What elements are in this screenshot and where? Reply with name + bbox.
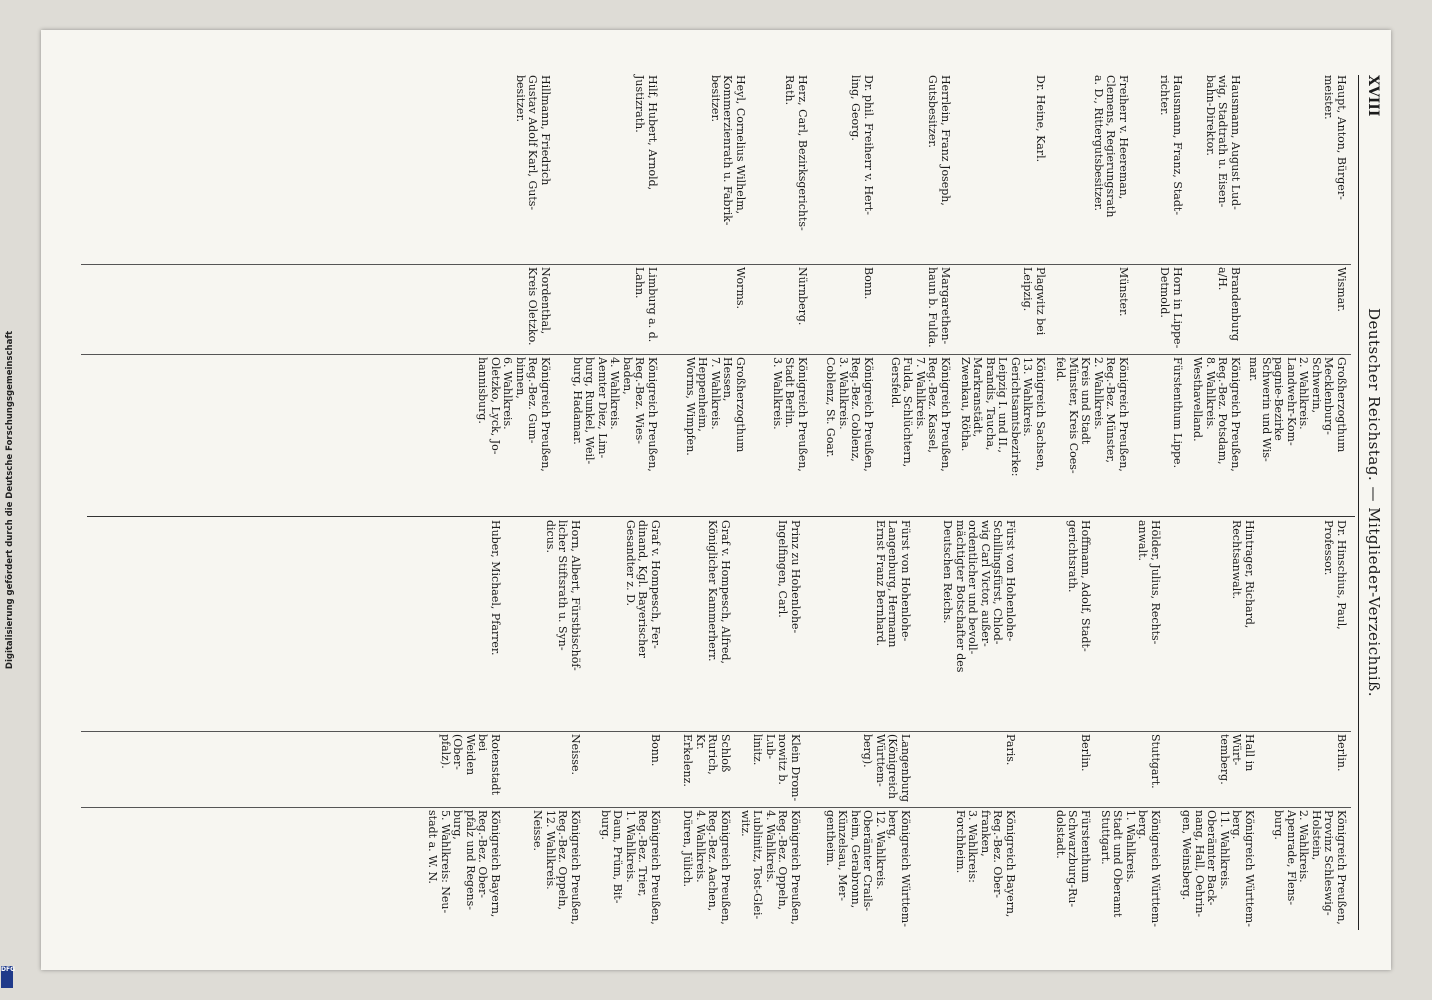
member-residence: Plagwitz bei Leipzig. (1021, 267, 1047, 336)
member-residence: Schloß Rurich, Kr. Erkelenz. (681, 734, 732, 787)
member-constituency: Großherzogthum Hessen, 7. Wahlkreis. Heppenheim, Worms, Wimpfen. (684, 357, 747, 456)
member-constituency: Königreich Bayern, Reg.-Bez. Ober- pfalz und Regens- burg, 5. Wahlkreis: Neu- stadt a. W. N. (426, 810, 502, 918)
column-rule (81, 264, 1351, 265)
member-constituency: Königreich Württem- berg, 12. Wahlkreis. Oberämter Crails- heim, Gerabronn, Künzelsau, Mer- gentheim. (824, 810, 912, 927)
member-name: Hintrager, Richard, Rechtsanwalt. (1230, 520, 1256, 629)
member-residence: Worms. (734, 267, 747, 310)
member-residence: Margarethen- haun b. Fulda. (926, 267, 952, 348)
member-residence: Langenburg (Königreich Württem- berg). (861, 734, 912, 803)
member-constituency: Königreich Preußen, Reg.-Bez. Trier, 1. Wahlkreis. Daun, Prüm, Bit- burg. (599, 810, 662, 925)
member-name: Herz, Carl, Bezirksgerichts- Rath. (783, 75, 809, 231)
member-constituency: Königreich Preußen, Reg.-Bez. Aachen, 4. Wahlkreis. Düren, Jülich. (681, 810, 732, 925)
member-name: Huber, Michael, Pfarrer. (489, 520, 502, 656)
member-constituency: Königreich Preußen, Stadt Berlin. 3. Wahlkreis. (771, 357, 809, 472)
member-residence: Berlin. (1079, 734, 1092, 772)
member-residence: Stuttgart. (1149, 734, 1162, 789)
member-residence: Wismar. (1335, 267, 1348, 312)
member-constituency: Königreich Preußen, Reg.-Bez. Potsdam, 8. Wahlkreis. Westhavelland. (1191, 357, 1242, 472)
member-residence: Horn in Lippe- Detmold. (1158, 267, 1184, 349)
member-constituency: Großherzogthum Mecklenburg- Schwerin, 2. Wahlkreis. Landwehr-Kom- pagnie-Bezirke Schwerin und Wis- mar. (1247, 357, 1348, 462)
member-name: Hölder, Julius, Rechts- anwalt. (1136, 520, 1162, 645)
page-number: XVIII (1365, 75, 1381, 117)
member-constituency: Königreich Preußen, Reg.-Bez. Wies- baden, 4. Wahlkreis. Aemter Diez, Lim- burg, Runkel, Weil- burg, Hadamar. (571, 357, 659, 472)
member-constituency: Königreich Preußen, Reg.-Bez. Münster, 2. Wahlkreis. Kreis und Stadt Münster, Kreis Coes- feld. (1054, 357, 1130, 474)
member-name: Hillmann, Friedrich Gustav Adolf Karl, Guts- besitzer. (514, 75, 552, 211)
member-name: Hilf, Hubert, Arnold, Justizrath. (633, 75, 659, 191)
member-constituency: Königreich Württem- berg. 1. Wahlkreis. Stadt und Oberamt Stuttgart. (1099, 810, 1162, 927)
member-constituency: Fürstenthum Lippe. (1171, 357, 1184, 469)
column-divider (87, 516, 1355, 517)
member-residence: Nordenthal, Kreis Oletzko. (526, 267, 552, 346)
member-name: Dr. Heine, Karl. (1034, 75, 1047, 163)
member-name: Horn, Albert, Fürstbischöf- licher Stiftsrath u. Syn- dicus. (544, 520, 582, 671)
member-constituency: Fürstenthum Schwarzburg-Ru- dolstadt. (1054, 810, 1092, 908)
page-header (1358, 75, 1381, 930)
member-residence: Paris. (1004, 734, 1017, 766)
column-rule (81, 807, 1351, 808)
member-name: Graf v. Hompesch, Fer- dinand, Kgl. Bayerischer Gesandter z. D. (624, 520, 662, 658)
member-name: Hausmann, August Lud- wig, Stadtrath u. Eisen- bahn-Direktor. (1204, 75, 1242, 210)
member-name: Dr. phil. Freiherr v. Hert- ling, Georg. (849, 75, 875, 215)
page-title: Deutscher Reichstag. — Mitglieder-Verzeichniß. (1365, 307, 1383, 698)
member-constituency: Königreich Sachsen, 13. Wahlkreis. Gerichtsamtsbezirke: Leipzig I. und II., Brandis, Taucha, Markranstädt, Zwenkau, Rötha. (959, 357, 1047, 477)
member-name: Herrlein, Franz Joseph, Gutsbesitzer. (926, 75, 952, 206)
member-constituency: Königreich Preußen, Reg.-Bez. Kassel, 7. Wahlkreis. Fulda, Schlüchtern, Gersfeld. (889, 357, 952, 472)
member-residence: Rotenstadt bei Weiden (Ober- pfalz). (439, 734, 502, 796)
member-name: Fürst von Hohenlohe- Langenburg, Hermann Ernst Franz Bernhard. (874, 520, 912, 648)
column-rule (81, 731, 1351, 732)
member-constituency: Königreich Bayern, Reg.-Bez. Ober- franken, 3. Wahlkreis: Forchheim. (954, 810, 1017, 918)
credit-strip (0, 0, 14, 1000)
member-residence: Bonn. (862, 267, 875, 300)
member-residence: Hall in Würt- temberg. (1218, 734, 1256, 785)
member-name: Haupt, Anton, Bürger- meister. (1322, 75, 1348, 200)
member-name: Dr. Hinschius, Paul, Professor. (1322, 520, 1348, 630)
member-residence: Limburg a. d. Lahn. (633, 267, 659, 343)
dfg-logo: DFG (1, 966, 13, 988)
member-name: Prinz zu Hohenlohe- Ingelfingen, Carl. (776, 520, 802, 634)
member-name: Heyl, Cornelius Wilhelm, Kommerzienrath u. Fabrik- besitzer. (709, 75, 747, 226)
member-name: Graf v. Hompesch, Alfred, Königlicher Kammerherr. (706, 520, 732, 664)
scanned-page (41, 30, 1391, 970)
member-name: Fürst von Hohenlohe- Schillingsfürst, Chlod- wig Carl Victor, außer- ordentlicher und bevoll- mächtigter Botschafter des Deutschen Reichs. (941, 520, 1017, 673)
member-residence: Nürnberg. (796, 267, 809, 326)
member-constituency: Königreich Preußen, Reg.-Bez. Coblenz, 3. Wahlkreis. Coblenz, St. Goar. (824, 357, 875, 472)
column-rule (81, 354, 1351, 355)
member-constituency: Königreich Preußen, Reg.-Bez. Oppeln, 4. Wahlkreis. Lublinitz, Tost-Glei- witz. (739, 810, 802, 925)
member-residence: Neisse. (569, 734, 582, 775)
member-residence: Bonn. (649, 734, 662, 767)
member-residence: Brandenburg a/H. (1216, 267, 1242, 342)
member-constituency: Königreich Preußen, Reg.-Bez. Gum- binnen, 6. Wahlkreis. Oletzko, Lyck, Jo- hannisburg. (476, 357, 552, 472)
credit-text: Digitalisierung gefördert durch die Deutsche Forschungsgemeinschaft (5, 330, 15, 670)
member-constituency: Königreich Preußen, Provinz Schleswig- Holstein, 2. Wahlkreis. Apenrade, Flens- burg. (1272, 810, 1348, 925)
member-residence: Berlin. (1335, 734, 1348, 772)
member-name: Hoffmann, Adolf, Stadt- gerichtsrath. (1066, 520, 1092, 652)
member-residence: Münster. (1117, 267, 1130, 317)
left-column (81, 75, 1351, 513)
member-constituency: Königreich Württem- berg. 11. Wahlkreis. Oberämter Back- nang, Hall, Oehrin- gen, Weinsberg. (1180, 810, 1256, 927)
member-name: Hausmann, Franz, Stadt- richter. (1158, 75, 1184, 216)
member-residence: Klein Drom- nowitz b. Lub- linitz. (751, 734, 802, 802)
right-column (81, 520, 1351, 935)
member-name: Freiherr v. Heereman, Clemens, Regierungsrath a. D., Rittergutsbesitzer. (1092, 75, 1130, 218)
member-constituency: Königreich Preußen, Reg.-Bez. Oppeln, 12. Wahlkreis. Neisse. (531, 810, 582, 925)
